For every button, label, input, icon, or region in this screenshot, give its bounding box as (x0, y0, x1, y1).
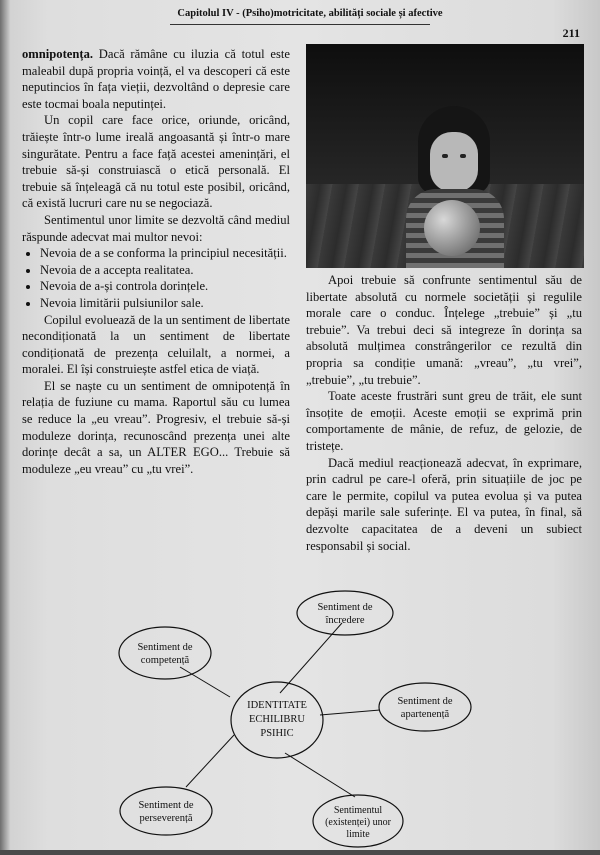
list-item: • Nevoia de a se conforma la principiul necesității. (40, 245, 290, 262)
paragraph: Dacă mediul reacționează adecvat, în exprimare, prin cadrul pe care-l oferă, prin situațiile de joc pe care le permite, copilul va putea evolua și va putea depăși marile sale suferințe. El va putea, în final, să dezvolte capacitatea de a deveni un subiect responsabil și social. (306, 455, 582, 553)
ball (424, 200, 480, 256)
list-item: • Nevoia limitării pulsiunilor sale. (40, 295, 290, 312)
running-header: Capitolul IV - (Psiho)motricitate, abilități sociale și afective (177, 8, 443, 19)
paragraph: omnipotența. Dacă rămâne cu iluzia că totul este maleabil după propria voință, el va descoperi că este neputincios în fața vieții, dezvoltând o depresie care este tocmai boala neputinței. (22, 47, 290, 111)
list-item: • Nevoia de a-și controla dorințele. (40, 278, 290, 295)
node-belonging-label: Sentiment de (397, 696, 453, 707)
identity-diagram (0, 585, 600, 850)
node-perseverance-label: perseverență (139, 813, 193, 824)
needs-list (22, 245, 290, 311)
node-perseverance-label: Sentiment de (138, 800, 194, 811)
header-rule (170, 24, 430, 25)
node-limits-label: Sentimentul (333, 805, 383, 816)
center-label: PSIHIC (260, 728, 294, 739)
node-limits-label: limite (346, 829, 370, 840)
photo-child-with-ball (306, 44, 584, 268)
paragraph: Un copil care face orice, oriunde, oricând, trăiește într-o lume ireală angoasantă și într-o mare singurătate. Pentru a face față acestei amenințări, el trebuie să-și construiască o etică personală. El trebuie să înțeleagă că nu totul este posibil, oricând, că există lucruri care nu se negociază. (22, 113, 290, 211)
paragraph: El se naște cu un sentiment de omnipotență în relația de fuziune cu mama. Raportul său cu lumea se reduce la „eu vreau”. Progresiv, el trebuie să-și moduleze dorința, recunoscând prezența unei alte dorințe decât a sa, un ALTER EGO... Trebuie să moduleze „eu vreau” cu „tu vrei”. (22, 378, 290, 476)
list-item: • Nevoia de a accepta realitatea. (40, 262, 290, 279)
left-column (22, 46, 290, 477)
paragraph: Apoi trebuie să confrunte sentimentul său de libertate absolută cu normele societății și regulile morale care o conduc. Înțelege „trebuie” și „tu trebuie”. Va trebui deci să integreze în dorința sa absolută mulțimea constrângerilor ce rezultă din propria sa condiție umană: „vreau”, „tu vrei”, „trebuie”, „tu trebuie”. (306, 273, 582, 387)
node-competence-label: Sentiment de (137, 642, 193, 653)
node-trust-label: Sentiment de (317, 602, 373, 613)
paragraph: Sentimentul unor limite se dezvoltă când mediul răspunde adecvat mai multor nevoi: (22, 212, 290, 244)
node-competence-label: competență (140, 655, 190, 666)
node-trust-label: încredere (325, 615, 365, 626)
paragraph: Toate aceste frustrări sunt greu de trăit, ele sunt însoțite de emoții. Aceste emoții se exprimă prin comportamente de mânie, de refuz, de gelozie, de tristețe. (306, 389, 582, 453)
center-label: ECHILIBRU (249, 714, 305, 725)
page-number: 211 (562, 26, 580, 40)
paragraph: Copilul evoluează de la un sentiment de libertate necondiționată la un sentiment de libertate condiționată de prezența celuilalt, a normei, a moralei. El își construiește astfel etica de viață. (22, 312, 290, 377)
right-column (306, 272, 582, 554)
center-label: IDENTITATE (247, 700, 307, 711)
bold-word: omnipotența. (22, 47, 94, 61)
node-belonging-label: apartenență (400, 709, 450, 720)
node-limits-label: (existenței) unor (325, 817, 391, 828)
